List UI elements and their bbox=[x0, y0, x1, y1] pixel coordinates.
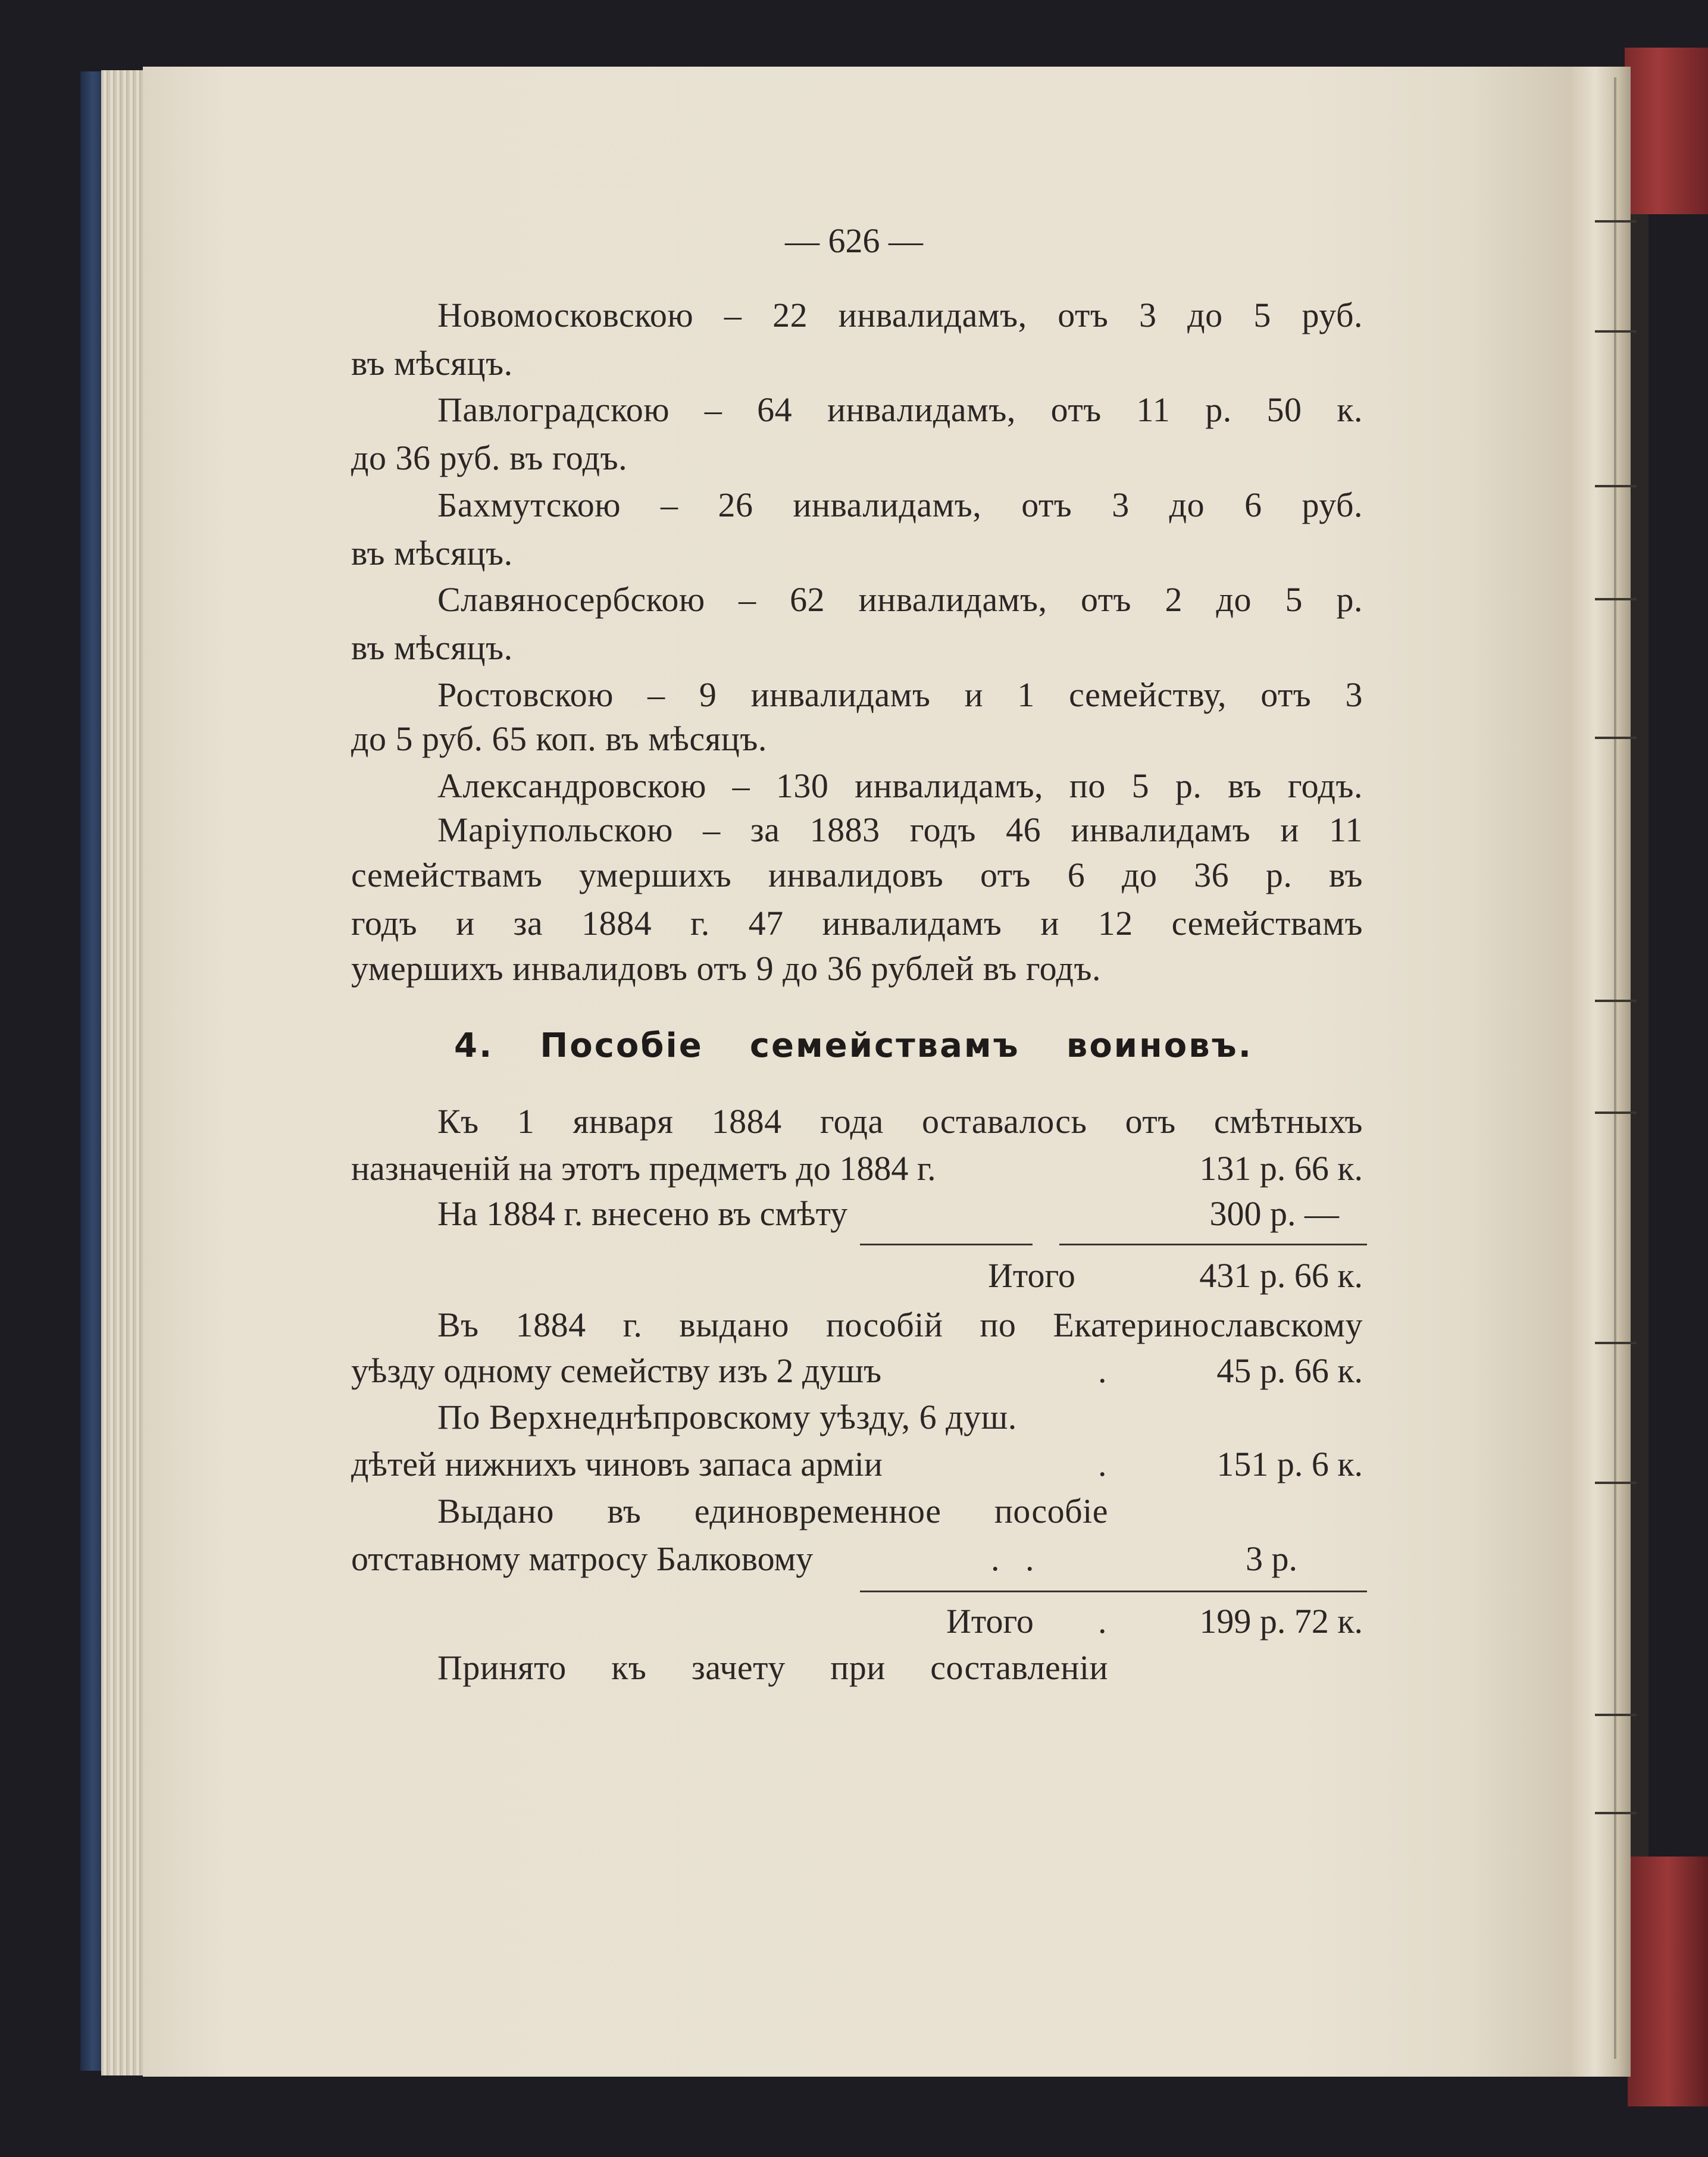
sum-rule bbox=[860, 1591, 1367, 1592]
row-amount: 3 р. bbox=[1246, 1539, 1297, 1578]
row-label: дѣтей нижнихъ чиновъ запаса армiи bbox=[351, 1445, 883, 1483]
red-cover-top bbox=[1625, 48, 1708, 214]
text-line: Принято къ зачету при составленiи bbox=[437, 1648, 1108, 1687]
text-line: Ростовскою – 9 инвалидамъ и 1 семейству, отъ 3 bbox=[437, 675, 1363, 714]
row-dots: . bbox=[1098, 1602, 1107, 1641]
total-label: Итого bbox=[988, 1256, 1075, 1295]
stitch bbox=[1595, 330, 1637, 333]
text-line: Къ 1 января 1884 года оставалось отъ смѣтныхъ bbox=[437, 1102, 1363, 1141]
row-amount: 131 р. 66 к. bbox=[1199, 1149, 1363, 1188]
red-cover-bottom bbox=[1628, 1857, 1708, 2106]
text-line: семействамъ умершихъ инвалидовъ отъ 6 до 36 р. въ bbox=[351, 856, 1363, 894]
row-amount: 300 р. — bbox=[1209, 1194, 1339, 1233]
amount-row bbox=[351, 1441, 1363, 1488]
total-amount: 199 р. 72 к. bbox=[1199, 1602, 1363, 1641]
sum-rule bbox=[1059, 1244, 1367, 1245]
text-line: Марiупольскою – за 1883 годъ 46 инвалидамъ и 11 bbox=[437, 810, 1363, 849]
amount-row bbox=[351, 1145, 1363, 1192]
spine-binding bbox=[1571, 67, 1631, 2077]
total-row bbox=[351, 1598, 1363, 1645]
text-line: Павлоградскою – 64 инвалидамъ, отъ 11 р. 50 к. bbox=[437, 390, 1363, 429]
text-line: Въ 1884 г. выдано пособiй по Екатеринославскому bbox=[437, 1306, 1363, 1344]
cover-edge-right bbox=[1631, 214, 1648, 1857]
amount-row bbox=[351, 1535, 1363, 1583]
text-line: Александровскою – 130 инвалидамъ, по 5 р. въ годъ. bbox=[437, 766, 1363, 805]
text-line: Славяносербскою – 62 инвалидамъ, отъ 2 до 5 р. bbox=[437, 580, 1363, 619]
text-line: въ мѣсяцъ. bbox=[351, 344, 513, 383]
row-label: На 1884 г. внесено въ смѣту bbox=[437, 1194, 848, 1233]
stitch bbox=[1595, 485, 1637, 487]
stitch bbox=[1595, 1000, 1637, 1002]
stitch bbox=[1595, 1482, 1637, 1484]
total-amount: 431 р. 66 к. bbox=[1199, 1256, 1363, 1295]
total-label: Итого bbox=[946, 1602, 1034, 1641]
stitch bbox=[1595, 737, 1637, 739]
binding-thread bbox=[1614, 77, 1616, 2059]
row-dots: . bbox=[1098, 1351, 1107, 1390]
sum-rule bbox=[860, 1244, 1033, 1245]
stitch bbox=[1595, 598, 1637, 600]
stitch bbox=[1595, 1342, 1637, 1344]
text-line: въ мѣсяцъ. bbox=[351, 628, 513, 667]
stitch bbox=[1595, 1812, 1637, 1814]
stitch bbox=[1595, 220, 1637, 223]
stitch bbox=[1595, 1714, 1637, 1716]
text-line: умершихъ инвалидовъ отъ 9 до 36 рублей въ годъ. bbox=[351, 949, 1101, 988]
text-line: до 5 руб. 65 коп. въ мѣсяцъ. bbox=[351, 719, 767, 758]
row-label: отставному матросу Балковому bbox=[351, 1539, 814, 1578]
row-amount: 45 р. 66 к. bbox=[1216, 1351, 1363, 1390]
text-line: годъ и за 1884 г. 47 инвалидамъ и 12 семействамъ bbox=[351, 904, 1363, 943]
text-line: до 36 руб. въ годъ. bbox=[351, 439, 628, 477]
text-line: По Верхнеднѣпровскому уѣзду, 6 душ. bbox=[437, 1398, 1017, 1436]
text-line: Выдано въ единовременное пособiе bbox=[437, 1492, 1108, 1530]
page-number: — 626 — bbox=[785, 221, 923, 260]
text-line: Новомосковскою – 22 инвалидамъ, отъ 3 до 5 руб. bbox=[437, 296, 1363, 334]
amount-row bbox=[351, 1190, 1363, 1238]
section-heading: 4. Пособiе семействамъ воиновъ. bbox=[454, 1026, 1253, 1065]
row-label: назначенiй на этотъ предметъ до 1884 г. bbox=[351, 1149, 936, 1188]
amount-row bbox=[351, 1347, 1363, 1395]
text-line: въ мѣсяцъ. bbox=[351, 534, 513, 572]
stitch bbox=[1595, 1112, 1637, 1114]
row-label: уѣзду одному семейству изъ 2 душъ bbox=[351, 1351, 882, 1390]
row-dots: . . bbox=[991, 1539, 1034, 1578]
row-dots: . bbox=[1098, 1445, 1107, 1483]
row-amount: 151 р. 6 к. bbox=[1216, 1445, 1363, 1483]
text-line: Бахмутскою – 26 инвалидамъ, отъ 3 до 6 руб. bbox=[437, 486, 1363, 524]
total-row bbox=[351, 1252, 1363, 1300]
